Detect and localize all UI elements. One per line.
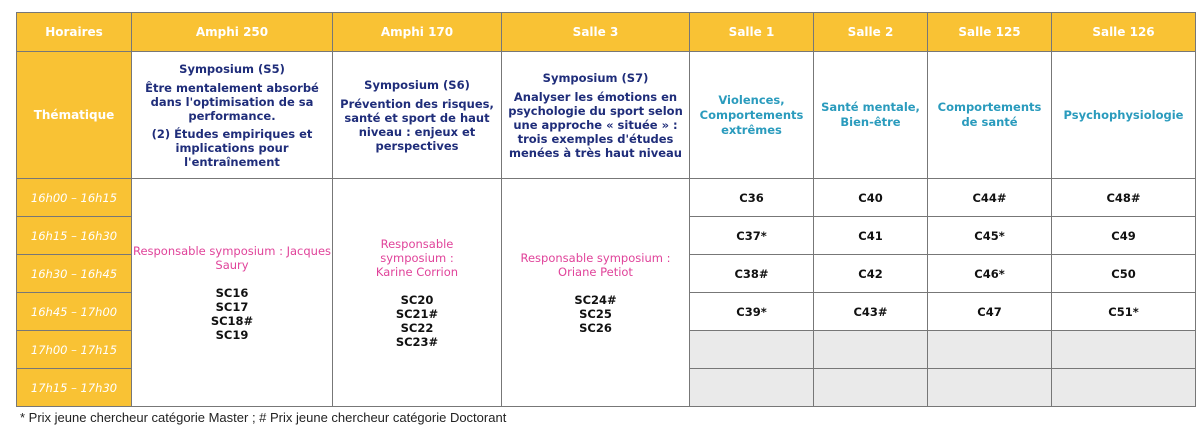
time-slot: 16h45 – 17h00: [17, 293, 132, 331]
session-codes: [132, 286, 332, 342]
responsable-text: Responsable symposium : Karine Corrion: [375, 236, 459, 279]
theme-cell: Santé mentale, Bien-être: [814, 52, 928, 179]
session-cell: C47: [928, 293, 1052, 331]
symposium-s6-sessions: [333, 179, 502, 407]
session-cell: C46*: [928, 255, 1052, 293]
symposium-s7-cell: [502, 52, 690, 179]
header-room: Salle 126: [1052, 13, 1196, 52]
session-cell: C51*: [1052, 293, 1196, 331]
symposium-desc: Prévention des risques, santé et sport de haut niveau : enjeux et perspectives: [340, 96, 494, 153]
theme-cell: Psychophysiologie: [1052, 52, 1196, 179]
empty-cell: [690, 369, 814, 407]
symposium-s5-cell: [132, 52, 333, 179]
session-code: SC26: [579, 320, 612, 335]
session-cell: C44#: [928, 179, 1052, 217]
empty-cell: [928, 331, 1052, 369]
session-cell: C49: [1052, 217, 1196, 255]
session-code: SC22: [400, 320, 434, 335]
time-slot: 16h00 – 16h15: [17, 179, 132, 217]
footnote: * Prix jeune chercheur catégorie Master ; # Prix jeune chercheur catégorie Doctorant: [20, 410, 507, 425]
session-cell: C41: [814, 217, 928, 255]
header-room: Amphi 170: [333, 13, 502, 52]
symposium-desc: Analyser les émotions en psychologie du sport selon une approche « située » : trois exemples d'études menées à très haut niveau: [508, 89, 683, 160]
symposium-desc-2: (2) Études empiriques et implications pour l'entraînement: [151, 126, 313, 169]
time-slot: 17h00 – 17h15: [17, 331, 132, 369]
empty-cell: [1052, 369, 1196, 407]
empty-cell: [928, 369, 1052, 407]
time-row: [17, 179, 1196, 217]
symposium-title: Symposium (S6): [364, 77, 470, 92]
theme-cell: Comportements de santé: [928, 52, 1052, 179]
symposium-title: Symposium (S7): [542, 70, 649, 85]
session-cell: C43#: [814, 293, 928, 331]
header-room: Salle 3: [502, 13, 690, 52]
session-code: SC25: [579, 306, 612, 321]
time-slot: 16h15 – 16h30: [17, 217, 132, 255]
theme-cell: Violences, Comportements extrêmes: [690, 52, 814, 179]
empty-cell: [1052, 331, 1196, 369]
session-code: SC18#: [210, 313, 254, 328]
session-cell: C48#: [1052, 179, 1196, 217]
responsable-text: Responsable symposium : Jacques Saury: [132, 243, 332, 272]
header-room: Salle 1: [690, 13, 814, 52]
responsable-text: Responsable symposium : Oriane Petiot: [520, 250, 671, 279]
empty-cell: [814, 369, 928, 407]
session-cell: C45*: [928, 217, 1052, 255]
session-cell: C39*: [690, 293, 814, 331]
header-horaires: Horaires: [17, 13, 132, 52]
session-code: SC24#: [574, 292, 617, 307]
session-code: SC17: [215, 299, 249, 314]
thematique-label: Thématique: [17, 52, 132, 179]
header-room: Salle 2: [814, 13, 928, 52]
session-cell: C36: [690, 179, 814, 217]
session-code: SC20: [400, 292, 434, 307]
session-codes: [502, 293, 689, 335]
session-cell: C40: [814, 179, 928, 217]
thematique-row: [17, 52, 1196, 179]
session-cell: C42: [814, 255, 928, 293]
header-room: Amphi 250: [132, 13, 333, 52]
session-code: SC21#: [395, 306, 439, 321]
session-cell: C50: [1052, 255, 1196, 293]
symposium-desc: Être mentalement absorbé dans l'optimisation de sa performance.: [145, 80, 319, 123]
header-room: Salle 125: [928, 13, 1052, 52]
session-code: SC19: [215, 327, 249, 342]
session-cell: C37*: [690, 217, 814, 255]
empty-cell: [690, 331, 814, 369]
symposium-title: Symposium (S5): [179, 61, 285, 76]
symposium-s5-sessions: [132, 179, 333, 407]
header-row: [17, 13, 1196, 52]
time-slot: 17h15 – 17h30: [17, 369, 132, 407]
session-codes: [333, 293, 501, 349]
session-code: SC16: [215, 285, 249, 300]
symposium-s6-cell: [333, 52, 502, 179]
symposium-s7-sessions: [502, 179, 690, 407]
empty-cell: [814, 331, 928, 369]
schedule-table: [16, 12, 1196, 407]
time-slot: 16h30 – 16h45: [17, 255, 132, 293]
session-code: SC23#: [395, 334, 439, 349]
session-cell: C38#: [690, 255, 814, 293]
